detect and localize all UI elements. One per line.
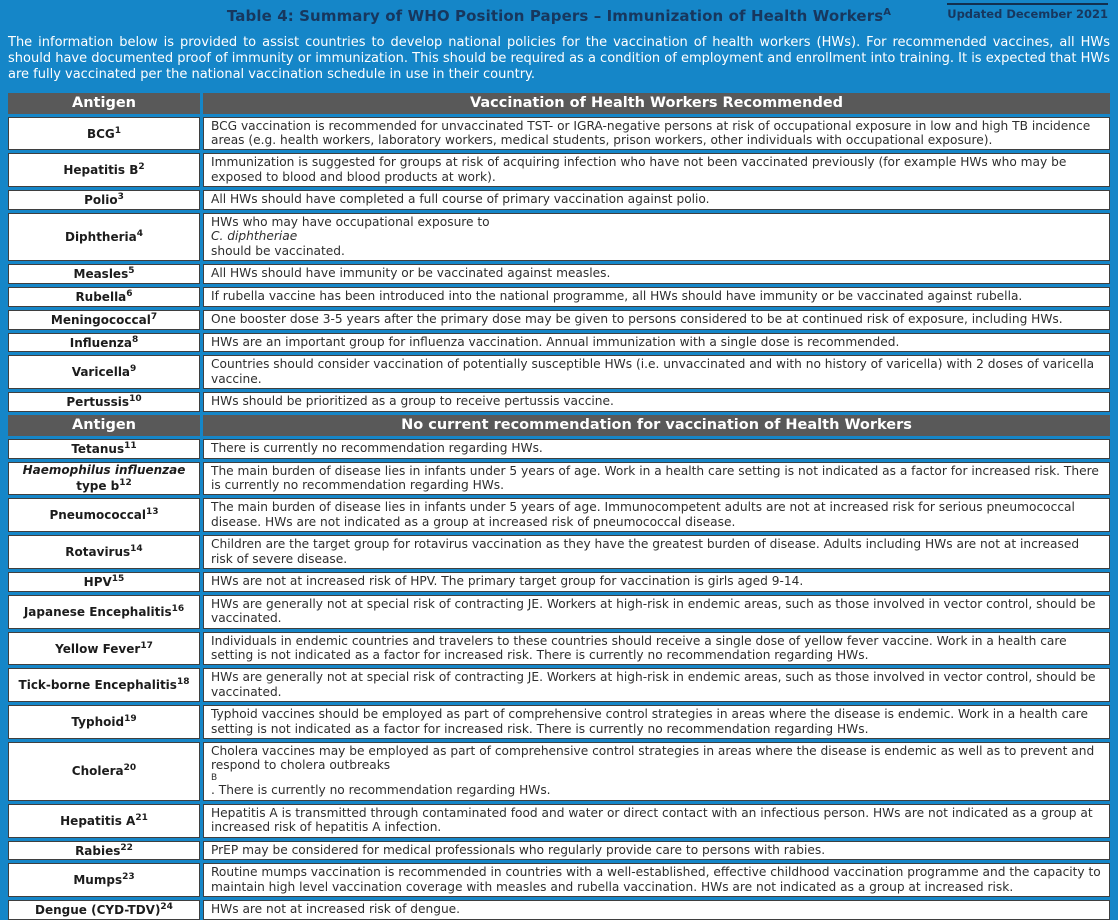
antigen-cell: Hepatitis $B^2$ [8,153,200,187]
recommendation-cell: Routine mumps vaccination is recommended in countries with a well-established, effective childhood vaccination programme and the capacity to maintain high level vaccination coverage with measles and rubella vaccination. HWs are not indicated as a group at increased risk. [203,863,1110,897]
recommendation-cell: Typhoid vaccines should be employed as part of comprehensive control strategies in areas where the disease is endemic. Work in a health care setting is not indicated as a factor for increased risk. There is currently no recommendation regarding HWs. [203,705,1110,739]
recommendation-cell: Cholera vaccines may be employed as part of comprehensive control strategies in areas where the disease is endemic as well as to prevent and respond to cholera outbreaks B . There is currently no recommendation regarding HWs. [203,742,1110,801]
recommendation-cell: HWs are an important group for influenza vaccination. Annual immunization with a single dose is recommended. [203,333,1110,353]
antigen-cell: Pertussis$^{10}$ [8,392,200,412]
antigen-cell: Cholera$^{20}$ [8,742,200,801]
recommendation-cell: If rubella vaccine has been introduced into the national programme, all HWs should have immunity or be vaccinated against rubella. [203,287,1110,307]
recommendation-cell: The main burden of disease lies in infants under 5 years of age. Immunocompetent adults are not at increased risk for serious pneumococcal disease. HWs are not indicated as a group at increased risk of pneumococcal disease. [203,498,1110,532]
recommendation-cell: PrEP may be considered for medical professionals who regularly provide care to persons with rabies. [203,841,1110,861]
antigen-cell: Influenza$^8$ [8,333,200,353]
antigen-cell: Meningococcal$^7$ [8,310,200,330]
page-title-text: Table 4: Summary of WHO Position Papers – Immunization of Health Workers [226,7,884,25]
antigen-cell: Tetanus$^{11}$ [8,439,200,459]
antigen-cell: Rotavirus$^{14}$ [8,535,200,569]
summary-table [8,93,1110,920]
page-title-footnote-marker: A [883,7,892,18]
recommendation-cell: Children are the target group for rotavirus vaccination as they have the greatest burden of disease. Adults including HWs are not at increased risk of severe disease. [203,535,1110,569]
antigen-cell: Varicella$^9$ [8,355,200,389]
recommendation-cell: HWs are generally not at special risk of contracting JE. Workers at high-risk in endemic areas, such as those involved in vector control, should be vaccinated. [203,668,1110,702]
antigen-cell: Diphtheria$^4$ [8,213,200,261]
recommendation-cell: BCG vaccination is recommended for unvaccinated TST- or IGRA-negative persons at risk of occupational exposure in low and high TB incidence areas (e.g. health workers, laboratory workers, medical students, prison workers, other individuals with occupational exposure). [203,117,1110,151]
antigen-cell: HPV$^{15}$ [8,572,200,592]
title-bar [8,3,1110,29]
antigen-cell: Yellow Fever$^{17}$ [8,632,200,666]
recommendation-cell: HWs should be prioritized as a group to receive pertussis vaccine. [203,392,1110,412]
recommendation-cell: Individuals in endemic countries and travelers to these countries should receive a single dose of yellow fever vaccine. Work in a health care setting is not indicated as a factor for increased risk. There is currently no recommendation regarding HWs. [203,632,1110,666]
antigen-cell: Haemophilus influenzae type $b^{12}$ [8,462,200,496]
recommendation-cell: Immunization is suggested for groups at risk of acquiring infection who have not been vaccinated previously (for example HWs who may be exposed to blood and blood products at work). [203,153,1110,187]
recommendation-cell: Hepatitis A is transmitted through contaminated food and water or direct contact with an infectious person. HWs are not indicated as a group at increased risk of hepatitis A infection. [203,804,1110,838]
recommendation-cell: HWs who may have occupational exposure to C. diphtheriae should be vaccinated. [203,213,1110,261]
antigen-cell: Tick-borne Encephalitis$^{18}$ [8,668,200,702]
antigen-cell: Hepatitis $A^{21}$ [8,804,200,838]
antigen-cell: Rabies$^{22}$ [8,841,200,861]
section-header: No current recommendation for vaccination of Health Workers [203,415,1110,436]
antigen-column-header: Antigen [8,93,200,114]
antigen-cell: Mumps$^{23}$ [8,863,200,897]
recommendation-cell: All HWs should have completed a full course of primary vaccination against polio. [203,190,1110,210]
recommendation-cell: All HWs should have immunity or be vaccinated against measles. [203,264,1110,284]
antigen-cell: Japanese Encephalitis$^{16}$ [8,595,200,629]
antigen-cell: Polio$^3$ [8,190,200,210]
recommendation-cell: Countries should consider vaccination of potentially susceptible HWs (i.e. unvaccinated and with no history of varicella) with 2 doses of varicella vaccine. [203,355,1110,389]
antigen-cell: BCG$^1$ [8,117,200,151]
antigen-column-header: Antigen [8,415,200,436]
recommendation-cell: There is currently no recommendation regarding HWs. [203,439,1110,459]
recommendation-cell: HWs are not at increased risk of HPV. The primary target group for vaccination is girls aged 9-14. [203,572,1110,592]
section-header: Vaccination of Health Workers Recommended [203,93,1110,114]
antigen-cell: Pneumococcal$^{13}$ [8,498,200,532]
antigen-cell: Measles$^5$ [8,264,200,284]
recommendation-cell: HWs are generally not at special risk of contracting JE. Workers at high-risk in endemic areas, such as those involved in vector control, should be vaccinated. [203,595,1110,629]
page-title [8,3,1110,25]
antigen-cell: Typhoid$^{19}$ [8,705,200,739]
recommendation-cell: HWs are not at increased risk of dengue. [203,900,1110,920]
antigen-cell: Dengue $(CYD-TDV)^{24}$ [8,900,200,920]
recommendation-cell: One booster dose 3-5 years after the primary dose may be given to persons considered to be at continued risk of exposure, including HWs. [203,310,1110,330]
antigen-cell: Rubella$^6$ [8,287,200,307]
updated-badge: Updated December 2021 [947,3,1108,21]
recommendation-cell: The main burden of disease lies in infants under 5 years of age. Work in a health care setting is not indicated as a factor for increased risk. There is currently no recommendation regarding HWs. [203,462,1110,496]
intro-text: The information below is provided to assist countries to develop national policies for the vaccination of health workers (HWs). For recommended vaccines, all HWs should have documented proof of immunity or immunization. This should be required as a condition of employment and enrollment into training. It is expected that HWs are fully vaccinated per the national vaccination schedule in use in their country. [8,35,1110,82]
